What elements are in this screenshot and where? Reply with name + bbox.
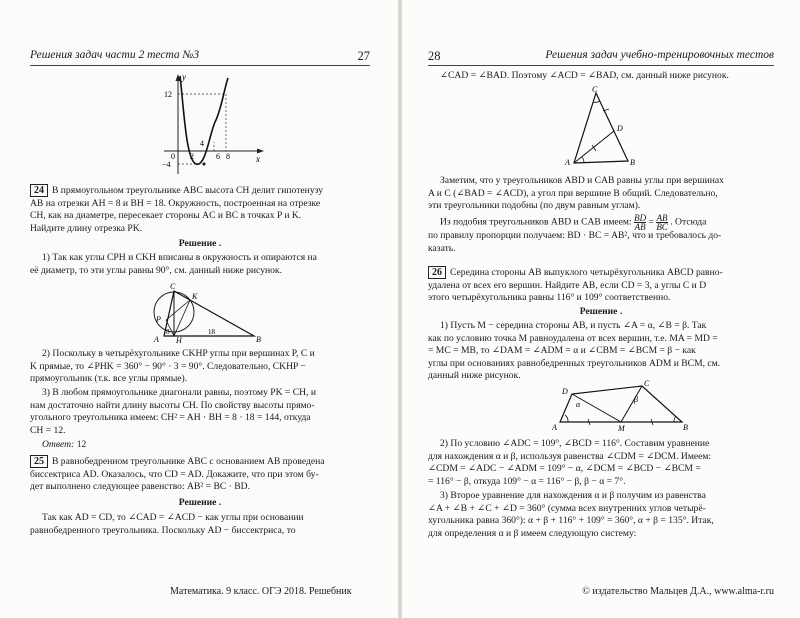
tick-0: 0	[171, 152, 175, 161]
len-18: 18	[208, 328, 215, 336]
bisector-ad	[574, 131, 614, 163]
label-alpha: α	[576, 400, 581, 409]
arc-b	[674, 416, 676, 422]
tick-neg4: −4	[162, 160, 171, 169]
tick-12: 12	[164, 90, 172, 99]
problem-25-text: Так как AD = CD, то ∠CAD = ∠ACD − как углы при основании равнобедренного треугольника. Поскольку AD − биссектриса, то	[30, 512, 304, 536]
fraction-ab-bc: $\frac{AB}{BC}$	[656, 213, 668, 232]
label-c: C	[592, 85, 598, 94]
len-8: 8	[166, 328, 170, 336]
y-label: y	[182, 72, 186, 82]
label-a: A	[565, 158, 570, 167]
label-b: B	[683, 423, 688, 432]
header-title: Решения задач учебно-тренировочных тестов	[545, 49, 774, 61]
label-h: H	[176, 336, 182, 344]
right-page	[402, 0, 800, 618]
solution-step-1: 1) Пусть M − середина стороны AB, и пусть ∠A = α, ∠B = β. Так как по условию точка M равноудалена от всех вершин, т.е. MA = MD = = MC = MB, то ∠DAM = ∠ADM = α и ∠CBM = ∠BCM = β − как углы при основаниях равнобедренных треугольников ADM и BCM, см. данный ниже рисунок.	[428, 320, 721, 382]
x-label: x	[256, 154, 260, 164]
page-footer: © издательство Мальцев Д.А., www.alma-r.ru	[582, 586, 774, 597]
segment-mc	[621, 386, 642, 422]
answer-value: 12	[76, 439, 87, 450]
label-d: D	[562, 387, 568, 396]
label-k: K	[192, 292, 198, 301]
label-c: C	[170, 282, 176, 291]
solution-title-25: Решение .	[178, 497, 222, 508]
proportion-paragraph: Из подобия треугольников ABD и CAB имеем: $\frac{BD}{AB}$ = $\frac{AB}{BC}$ . Отсюда по правилу пропорции получаем: BD · BC = AB², что и требовалось до- казать.	[428, 213, 722, 254]
label-b: B	[256, 335, 261, 344]
label-m: M	[618, 424, 625, 432]
solution-step-3: 3) Второе уравнение для нахождения α и β получим из равенства ∠A + ∠B + ∠C + ∠D = 360° (сумма всех внутренних углов четырё- хугольника равна 360°): α + β + 116° + 109° = 360°, α + β = 135°. Итак, для определения α и β имеем следующую систему:	[428, 490, 714, 539]
page-header	[428, 49, 774, 66]
segments-pk	[166, 300, 190, 336]
answer-label: Ответ:	[42, 439, 75, 450]
label-a: A	[154, 335, 159, 344]
fraction-bd-ab: $\frac{BD}{AB}$	[634, 213, 647, 232]
answer	[30, 439, 370, 452]
page-number: 28	[428, 49, 441, 63]
tick-4: 4	[200, 139, 204, 148]
quadrilateral-figure	[552, 380, 692, 432]
function-graph	[160, 70, 270, 180]
page-header	[30, 49, 370, 66]
isosceles-triangle-figure	[562, 85, 642, 167]
problem-25-statement: 25 В равнобедренном треугольнике ABC с основанием AB проведена биссектриса AD. Оказалось, что CD = AD. Докажите, что при этом бу- дет выполнено следующее равенство: AB² = BC · BD.	[30, 456, 325, 493]
label-beta: β	[634, 395, 638, 404]
arc-a	[565, 415, 568, 422]
label-d: D	[617, 124, 623, 133]
solution-step-3: 3) В любом прямоугольнике диагонали равны, поэтому PK = CH, и нам достаточно найти длину высоты CH. По свойству высоты прямо- угольного треугольника имеем: CH² = AH · BH = 8 · 18 = 144, откуда CH = 12.	[30, 387, 316, 436]
solution-title-26: Решение .	[579, 306, 623, 317]
solution-step-1: 1) Так как углы CPH и CKH вписаны в окружность и опираются на её диаметр, то эти углы равны 90°, см. данный ниже рисунок.	[30, 252, 317, 276]
problem-number-24: 24	[30, 184, 48, 197]
page-footer: Математика. 9 класс. ОГЭ 2018. Решебник	[170, 586, 352, 597]
tick-8: 8	[226, 152, 230, 161]
page-number: 27	[357, 49, 370, 63]
tick-2: 2	[190, 152, 194, 161]
header-title: Решения задач части 2 теста №3	[30, 49, 200, 61]
solution-step-2: 2) По условию ∠ADC = 109°, ∠BCD = 116°. Составим уравнение для нахождения α и β, используя равенства ∠CDM = ∠DCM. Имеем: ∠CDM = ∠ADC − ∠ADM = 109° − α, ∠DCM = ∠BCD − ∠BCM = = 116° − β, откуда 109° − α = 116° − β, β − α = 7°.	[428, 438, 712, 487]
label-p: P	[156, 315, 161, 324]
problem-number-25: 25	[30, 455, 48, 468]
label-b: B	[630, 158, 635, 167]
label-c: C	[644, 380, 650, 388]
problem-24-statement: 24 В прямоугольном треугольнике ABC высота CH делит гипотенузу AB на отрезки AH = 8 и BH = 18. Окружность, построенная на отрезке CH, как на диаметре, пересекает стороны AC и BC в точках P и K. Найдите длину отрезка PK.	[30, 185, 323, 234]
triangle-circle-figure	[150, 280, 270, 344]
tick-6: 6	[216, 152, 220, 161]
solution-step-2: 2) Поскольку в четырёхугольнике CKHP углы при вершинах P, C и K прямые, то ∠PHK = 360° − 90° · 3 = 90°. Следовательно, CKHP − прямоугольник (т.к. все углы прямые).	[30, 348, 315, 385]
x-axis-arrow	[257, 149, 264, 154]
label-a: A	[552, 423, 557, 432]
problem-26-statement: 26 Середина стороны AB выпуклого четырёхугольника ABCD равно- удалена от всех его вершин. Найдите AB, если CD = 3, а углы C и D этого четырёхугольника равны 116° и 109° соответственно.	[428, 267, 723, 304]
point-marker	[203, 163, 206, 166]
left-page	[0, 0, 398, 618]
intro-line: ∠CAD = ∠BAD. Поэтому ∠ACD = ∠BAD, см. данный ниже рисунок.	[440, 70, 729, 81]
similarity-paragraph: Заметим, что у треугольников ABD и CAB равны углы при вершинах A и C (∠BAD = ∠ACD), а угол при вершине B общий. Следовательно, эти треугольники подобны (по двум равным углам).	[428, 175, 724, 212]
solution-title: Решение .	[178, 238, 222, 249]
problem-number-26: 26	[428, 266, 446, 279]
